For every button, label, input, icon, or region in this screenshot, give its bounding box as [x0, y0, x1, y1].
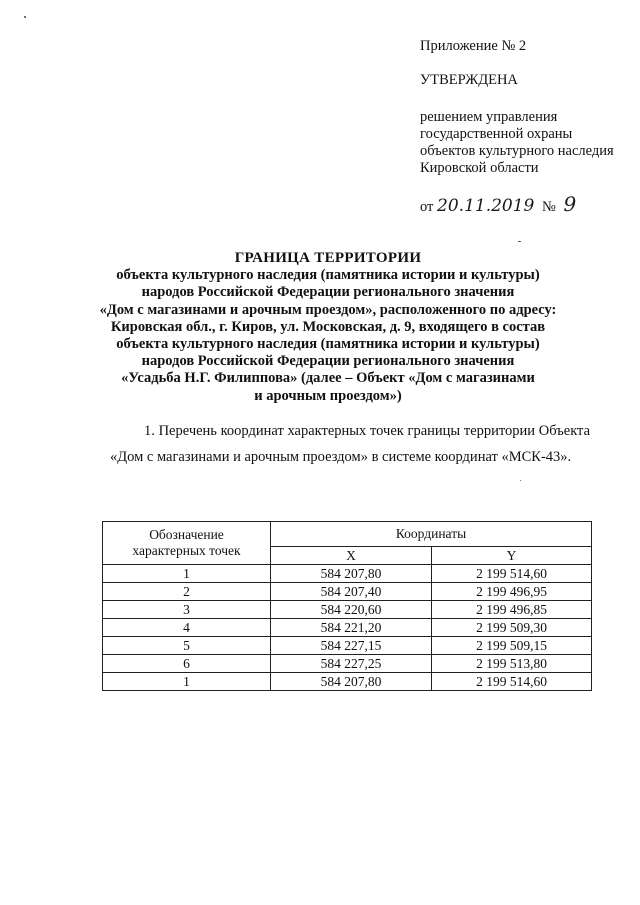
- table-row: [103, 583, 592, 601]
- decision-line: государственной охраны: [420, 126, 573, 142]
- y-cell: 2 199 496,85: [432, 601, 592, 619]
- point-cell: 2: [103, 583, 271, 601]
- title-line: «Усадьба Н.Г. Филиппова» (далее – Объект «Дом с магазинами: [121, 370, 535, 387]
- x-cell: 584 220,60: [271, 601, 432, 619]
- scan-speck: [24, 16, 26, 18]
- decision-line: объектов культурного наследия: [420, 143, 614, 159]
- y-cell: 2 199 509,30: [432, 619, 592, 637]
- date-prefix: от: [420, 199, 434, 215]
- scan-speck: [520, 480, 521, 481]
- table-row: [103, 673, 592, 691]
- title-line: народов Российской Федерации регионального значения: [141, 284, 515, 301]
- coords-header: Координаты: [271, 522, 592, 547]
- table-header-row: [103, 522, 592, 547]
- y-cell: 2 199 514,60: [432, 565, 592, 583]
- point-header-line: Обозначение: [149, 527, 224, 542]
- y-cell: 2 199 509,15: [432, 637, 592, 655]
- document-title: [70, 250, 586, 405]
- y-cell: 2 199 514,60: [432, 673, 592, 691]
- decision-text: [420, 109, 635, 177]
- x-cell: 584 221,20: [271, 619, 432, 637]
- table-row: [103, 601, 592, 619]
- decision-line: решением управления: [420, 109, 558, 125]
- point-cell: 1: [103, 673, 271, 691]
- point-cell: 5: [103, 637, 271, 655]
- point-cell: 3: [103, 601, 271, 619]
- point-cell: 4: [103, 619, 271, 637]
- x-header: X: [271, 547, 432, 565]
- appendix-label: Приложение № 2: [420, 38, 527, 54]
- title-line: «Дом с магазинами и арочным проездом», расположенного по адресу:: [99, 301, 557, 318]
- point-cell: 1: [103, 565, 271, 583]
- y-header: Y: [432, 547, 592, 565]
- scan-speck: [518, 241, 521, 242]
- table-row: [103, 655, 592, 673]
- point-header-line: характерных точек: [132, 543, 241, 558]
- x-cell: 584 227,25: [271, 655, 432, 673]
- table-row: [103, 619, 592, 637]
- point-header: [103, 522, 271, 565]
- x-cell: 584 227,15: [271, 637, 432, 655]
- point-cell: 6: [103, 655, 271, 673]
- decision-line: Кировской области: [420, 160, 539, 176]
- table-row: [103, 637, 592, 655]
- x-cell: 584 207,40: [271, 583, 432, 601]
- coordinates-paragraph: 1. Перечень координат характерных точек границы территории Объекта «Дом с магазинами и арочным проездом» в системе координат «МСК-43».: [110, 423, 590, 465]
- number-prefix: №: [542, 199, 556, 215]
- y-cell: 2 199 513,80: [432, 655, 592, 673]
- x-cell: 584 207,80: [271, 565, 432, 583]
- handwritten-number: 9: [563, 192, 577, 216]
- title-line: объекта культурного наследия (памятника истории и культуры): [116, 267, 540, 284]
- title-line: и арочным проездом»): [254, 387, 402, 404]
- approved-label: УТВЕРЖДЕНА: [420, 72, 518, 88]
- title-line: народов Российской Федерации регионального значения: [141, 353, 515, 370]
- coordinates-table: [102, 521, 592, 691]
- handwritten-date: 20.11.2019: [437, 196, 535, 216]
- x-cell: 584 207,80: [271, 673, 432, 691]
- title-main: ГРАНИЦА ТЕРРИТОРИИ: [234, 250, 422, 266]
- y-cell: 2 199 496,95: [432, 583, 592, 601]
- title-line: объекта культурного наследия (памятника истории и культуры): [116, 336, 540, 353]
- date-number-line: [420, 192, 635, 216]
- title-line: Кировская обл., г. Киров, ул. Московская, д. 9, входящего в состав: [110, 318, 546, 335]
- table-row: [103, 565, 592, 583]
